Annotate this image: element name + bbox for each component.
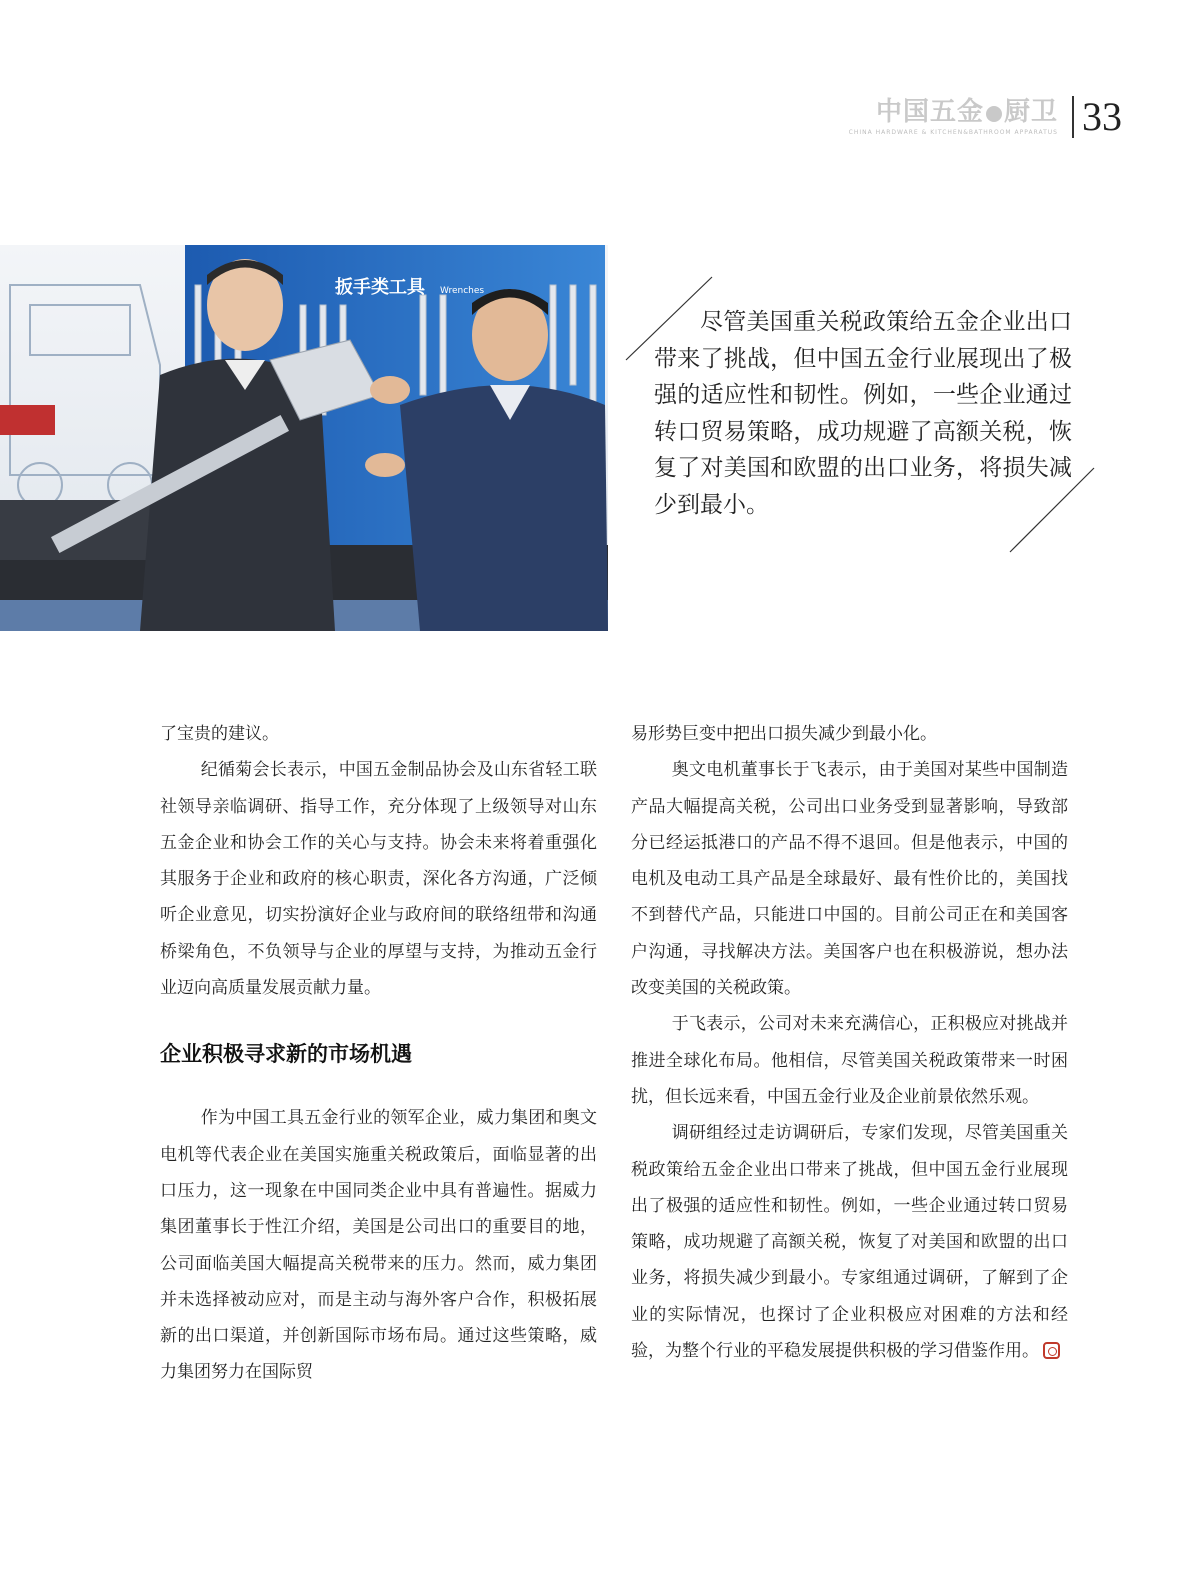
logo-text-1: 中国五金 (875, 97, 984, 127)
pull-quote-text: 尽管美国重关税政策给五金企业出口带来了挑战，但中国五金行业展现出了极强的适应性和韧性。例如，一些企业通过转口贸易策略，成功规避了高额关税，恢复了对美国和欧盟的出口业务，将损失减少到最小。 (654, 309, 1072, 518)
paragraph: 作为中国工具五金行业的领军企业，威力集团和奥文电机等代表企业在美国实施重关税政策后，面临显著的出口压力，这一现象在中国同类企业中具有普遍性。据威力集团董事长于性江介绍，美国是公司出口的重要目的地，公司面临美国大幅提高关税带来的压力。然而，威力集团并未选择被动应对，而是主动与海外客户合作，积极拓展新的出口渠道，并创新国际市场布局。通过这些策略，威力集团努力在国际贸 (160, 1108, 597, 1383)
logo-ampersand-icon (986, 106, 1002, 122)
right-column (631, 716, 1068, 1369)
page-header (849, 92, 1122, 142)
left-column (160, 716, 597, 1391)
paragraph (631, 1115, 1068, 1369)
pull-quote (612, 272, 1102, 562)
page-number: 33 (1082, 94, 1122, 139)
magazine-logo (849, 98, 1058, 136)
paragraph-text: 调研组经过走访调研后，专家们发现，尽管美国重关税政策给五金企业出口带来了挑战，但中国五金行业展现出了极强的适应性和韧性。例如，一些企业通过转口贸易策略，成功规避了高额关税，恢复了对美国和欧盟的出口业务，将损失减少到最小。专家组通过调研，了解到了企业的实际情况，也探讨了企业积极应对困难的方法和经验，为整个行业的平稳发展提供积极的学习借鉴作用。 (631, 1123, 1068, 1362)
article-end-icon (1043, 1342, 1060, 1359)
paragraph: 了宝贵的建议。 (160, 724, 279, 744)
header-divider (1072, 96, 1074, 138)
article-photo (0, 245, 608, 631)
logo-text-2: 厨卫 (1003, 97, 1058, 127)
paragraph: 奥文电机董事长于飞表示，由于美国对某些中国制造产品大幅提高关税，公司出口业务受到显著影响，导致部分已经运抵港口的产品不得不退回。但是他表示，中国的电机及电动工具产品是全球最好、最有性价比的，美国找不到替代产品，只能进口中国的。目前公司正在和美国客户沟通，寻找解决方法。美国客户也在积极游说，想办法改变美国的关税政策。 (631, 760, 1068, 999)
paragraph: 于飞表示，公司对未来充满信心，正积极应对挑战并推进全球化布局。他相信，尽管美国关税政策带来一时困扰，但长远来看，中国五金行业及企业前景依然乐观。 (631, 1014, 1068, 1107)
logo-subtitle: CHINA HARDWARE & KITCHEN&BATHROOM APPARATUS (848, 129, 1058, 136)
paragraph: 纪循菊会长表示，中国五金制品协会及山东省轻工联社领导亲临调研、指导工作，充分体现了上级领导对山东五金企业和协会工作的关心与支持。协会未来将着重强化其服务于企业和政府的核心职责，深化各方沟通，广泛倾听企业意见，切实扮演好企业与政府间的联络纽带和沟通桥梁角色，不负领导与企业的厚望与支持，为推动五金行业迈向高质量发展贡献力量。 (160, 760, 597, 999)
photo-sign-en: Wrenches (440, 286, 485, 296)
photo-illustration (0, 245, 608, 631)
section-heading: 企业积极寻求新的市场机遇 (160, 1042, 412, 1067)
paragraph: 易形势巨变中把出口损失减少到最小化。 (631, 724, 937, 744)
photo-sign-text: 扳手类工具 (335, 277, 425, 298)
